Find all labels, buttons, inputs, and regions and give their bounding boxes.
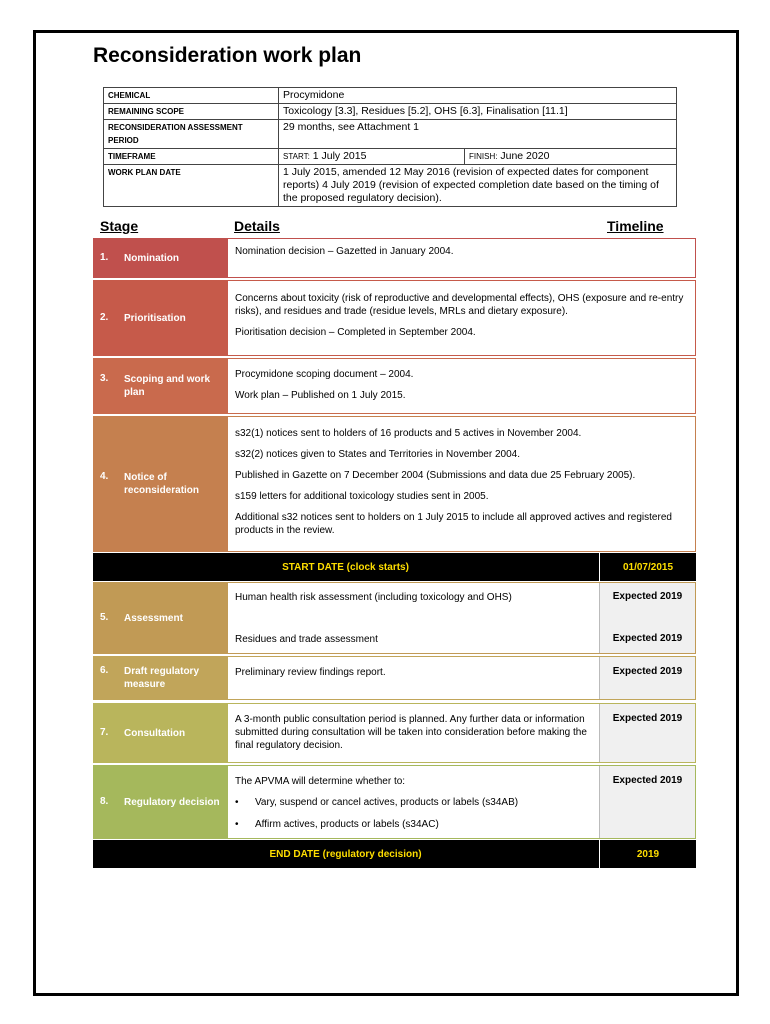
finish-cell	[465, 149, 677, 165]
period-value: 29 months, see Attachment 1	[279, 120, 677, 149]
chemical-key: CHEMICAL	[104, 88, 279, 104]
list-item: • Affirm actives, products or labels (s34AC)	[235, 819, 439, 830]
stage-details: Human health risk assessment (including toxicology and OHS) Residues and trade assessment	[228, 583, 599, 653]
stage-details: The APVMA will determine whether to: • Vary, suspend or cancel actives, products or labels (s34AB) • Affirm actives, products or labels (s34AC)	[228, 766, 599, 838]
stage-cell: 4. Notice of reconsideration	[94, 417, 228, 551]
list-item: • Vary, suspend or cancel actives, products or labels (s34AB)	[235, 797, 519, 808]
period-key: RECONSIDERATION ASSESSMENT PERIOD	[104, 120, 279, 149]
scope-key: REMAINING SCOPE	[104, 104, 279, 120]
timeframe-key: TIMEFRAME	[104, 149, 279, 165]
stage-details: Concerns about toxicity (risk of reproductive and developmental effects), OHS (exposure and re-entry risks), and residues and trade (residue levels, MRLs and dietary exposure). Pioritisation decision – Completed in September 2004.	[228, 281, 695, 355]
timeline-header: Timeline	[607, 218, 664, 234]
stage-row	[93, 416, 696, 552]
stage-row	[93, 765, 696, 839]
finish-key: FINISH:	[469, 152, 498, 161]
details-header: Details	[234, 218, 280, 234]
stage-details: Nomination decision – Gazetted in January 2004.	[228, 239, 695, 277]
stage-cell: 5. Assessment	[94, 583, 228, 653]
page-title: Reconsideration work plan	[93, 44, 362, 67]
stage-details: A 3-month public consultation period is planned. Any further data or information submitted during consultation will be taken into consideration before making the final regulatory decision.	[228, 704, 599, 762]
end-date-label: END DATE (regulatory decision)	[269, 848, 422, 860]
stage-cell: 1. Nomination	[94, 239, 228, 277]
start-date-value: 01/07/2015	[599, 553, 696, 581]
stage-row	[93, 238, 696, 278]
stage-row	[93, 582, 696, 654]
stage-cell: 3. Scoping and work plan	[94, 359, 228, 413]
finish-value: June 2020	[500, 150, 550, 162]
end-date-value: 2019	[599, 840, 696, 868]
start-key: START:	[283, 152, 310, 161]
stage-header: Stage	[100, 218, 139, 234]
stage-timeline: Expected 2019	[599, 704, 695, 762]
stage-cell: 8. Regulatory decision	[94, 766, 228, 838]
stage-timeline: Expected 2019	[599, 657, 695, 699]
stage-row	[93, 703, 696, 763]
stage-cell: 6. Draft regulatory measure	[94, 657, 228, 699]
stage-row	[93, 280, 696, 356]
stage-details: Preliminary review findings report.	[228, 657, 599, 699]
stage-timeline: Expected 2019 Expected 2019	[599, 583, 695, 653]
scope-value: Toxicology [3.3], Residues [5.2], OHS [6.3], Finalisation [11.1]	[279, 104, 677, 120]
chemical-info-table	[103, 87, 677, 207]
stage-details: s32(1) notices sent to holders of 16 products and 5 actives in November 2004. s32(2) notices given to States and Territories in November 2004. Published in Gazette on 7 December 2004 (Submissions and data due 25 February 2005). s159 letters for additional toxicology studies sent in 2005. Additional s32 notices sent to holders on 1 July 2015 to include all approved actives and registered products in the review.	[228, 417, 695, 551]
stage-cell: 7. Consultation	[94, 704, 228, 762]
start-date-label: START DATE (clock starts)	[282, 561, 409, 573]
start-date-bar	[93, 553, 696, 581]
stage-details: Procymidone scoping document – 2004. Work plan – Published on 1 July 2015.	[228, 359, 695, 413]
end-date-bar	[93, 840, 696, 868]
stage-cell: 2. Prioritisation	[94, 281, 228, 355]
workplan-key: WORK PLAN DATE	[104, 165, 279, 207]
start-value: 1 July 2015	[312, 150, 367, 162]
stage-row	[93, 656, 696, 700]
stage-row	[93, 358, 696, 414]
start-cell	[279, 149, 465, 165]
workplan-value: 1 July 2015, amended 12 May 2016 (revision of expected dates for component reports) 4 July 2019 (revision of expected completion date based on the timing of the proposed regulatory decision).	[279, 165, 677, 207]
chemical-value: Procymidone	[279, 88, 677, 104]
stage-timeline: Expected 2019	[599, 766, 695, 838]
